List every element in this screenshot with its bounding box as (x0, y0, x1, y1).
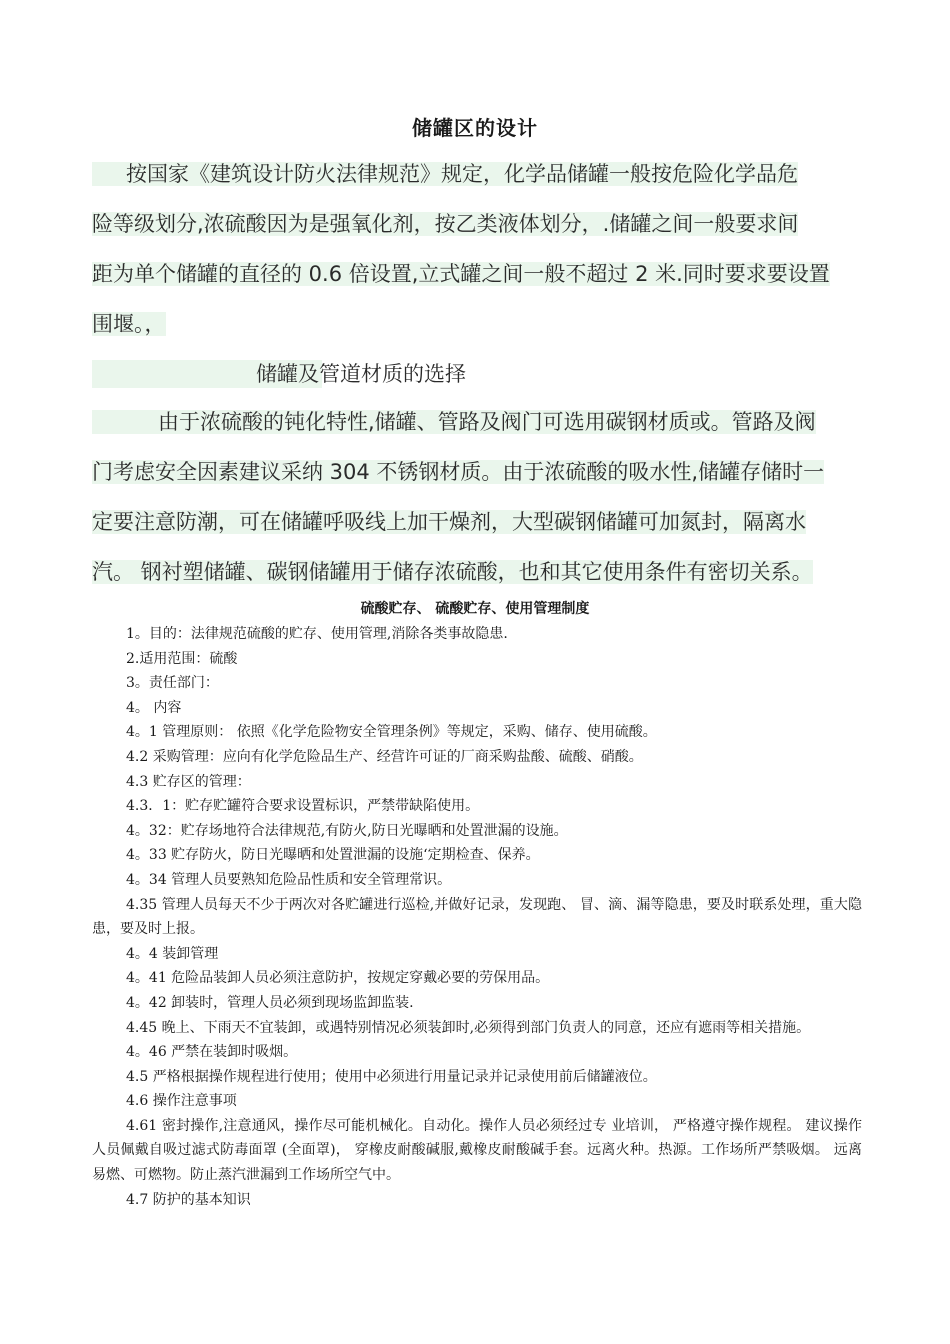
regulation-item: 4.3．1：贮存贮罐符合要求设置标识，严禁带缺陷使用。 (126, 798, 480, 815)
paragraph-line: 由于浓硫酸的钝化特性,储罐、管路及阀门可选用碳钢材质或。管路及阀 (92, 410, 816, 434)
tank-area-paragraph (92, 152, 862, 352)
paragraph-line: 距为单个储罐的直径的 0.6 倍设置,立式罐之间一般不超过 2 米.同时要求要设置 (92, 262, 830, 286)
regulation-item: 2.适用范围：硫酸 (126, 650, 238, 667)
paragraph-line: 汽。 钢衬塑储罐、碳钢储罐用于储存浓硫酸，也和其它使用条件有密切关系。 (92, 560, 813, 584)
paragraph-line: 门考虑安全因素建议采纳 304 不锈钢材质。由于浓硫酸的吸水性,储罐存储时一 (92, 460, 825, 484)
regulation-item: 4。46 严禁在装卸时吸烟。 (126, 1044, 298, 1061)
section-title-materials (92, 360, 466, 388)
regulation-item: 4。33 贮存防火，防日光曝晒和处置泄漏的设施‘定期检查、保养。 (126, 847, 540, 864)
section-title-tank-area: 储罐区的设计 (412, 116, 538, 140)
paragraph-line: 险等级划分,浓硫酸因为是强氧化剂，按乙类液体划分，.储罐之间一般要求间 (92, 212, 799, 236)
regulation-item: 4.45 晚上、下雨天不宜装卸，或遇特别情况必须装卸时,必须得到部门负责人的同意，还应有遮雨等相关措施。 (126, 1019, 811, 1036)
regulation-item: 4。32：贮存场地符合法律规范,有防火,防日光曝晒和处置泄漏的设施。 (126, 822, 568, 839)
regulation-item: 4。34 管理人员要熟知危险品性质和安全管理常识。 (126, 871, 452, 888)
section-title-materials-text: 储罐及管道材质的选择 (256, 362, 466, 386)
regulation-item: 3。责任部门： (126, 675, 219, 692)
regulation-item: 1。目的：法律规范硫酸的贮存、使用管理,消除各类事故隐患. (126, 626, 508, 642)
regulation-item: 4。4 装卸管理 (126, 945, 219, 962)
regulation-item: 4.61 密封操作,注意通风，操作尽可能机械化。自动化。操作人员必须经过专 业培训， 严格遵守操作规程。 建议操作人员佩戴自吸过滤式防毒面罩 (全面罩)， 穿橡皮耐酸碱服,戴橡皮耐酸碱手套。远离火种。热源。工作场所严禁吸烟。 远离易燃、可燃物。防止蒸汽泄漏到工作场所空气中。 (92, 1117, 862, 1184)
regulation-item: 4.5 严格根据操作规程进行使用；使用中必须进行用量记录并记录使用前后储罐液位。 (126, 1068, 657, 1085)
regulation-title: 硫酸贮存、 硫酸贮存、使用管理制度 (360, 601, 590, 617)
regulation-item: 4.6 操作注意事项 (126, 1093, 237, 1110)
regulation-item: 4.35 管理人员每天不少于两次对各贮罐进行巡检,并做好记录，发现跑、 冒、滴、漏等隐患，要及时联系处理，重大隐患，要及时上报。 (92, 896, 862, 938)
paragraph-line: 定要注意防潮，可在储罐呼吸线上加干燥剂，大型碳钢储罐可加氮封，隔离水 (92, 510, 806, 534)
regulation-item: 4.7 防护的基本知识 (126, 1191, 251, 1208)
regulation-item: 4.3 贮存区的管理： (126, 773, 251, 790)
regulation-item: 4。41 危险品装卸人员必须注意防护，按规定穿戴必要的劳保用品。 (126, 970, 550, 987)
paragraph-line: 围堰。， (92, 312, 166, 336)
paragraph-line: 按国家《建筑设计防火法律规范》规定，化学品储罐一般按危险化学品危 (92, 162, 798, 186)
regulation-item: 4。1 管理原则： 依照《化学危险物安全管理条例》等规定，采购、储存、使用硫酸。 (126, 724, 657, 741)
regulation-item: 4。 内容 (126, 699, 182, 716)
regulation-list (92, 622, 862, 1212)
regulation-item: 4。42 卸装时，管理人员必须到现场监卸监装. (126, 994, 414, 1011)
materials-paragraph (92, 400, 862, 600)
regulation-item: 4.2 采购管理：应向有化学危险品生产、经营许可证的厂商采购盐酸、硫酸、硝酸。 (126, 748, 643, 765)
